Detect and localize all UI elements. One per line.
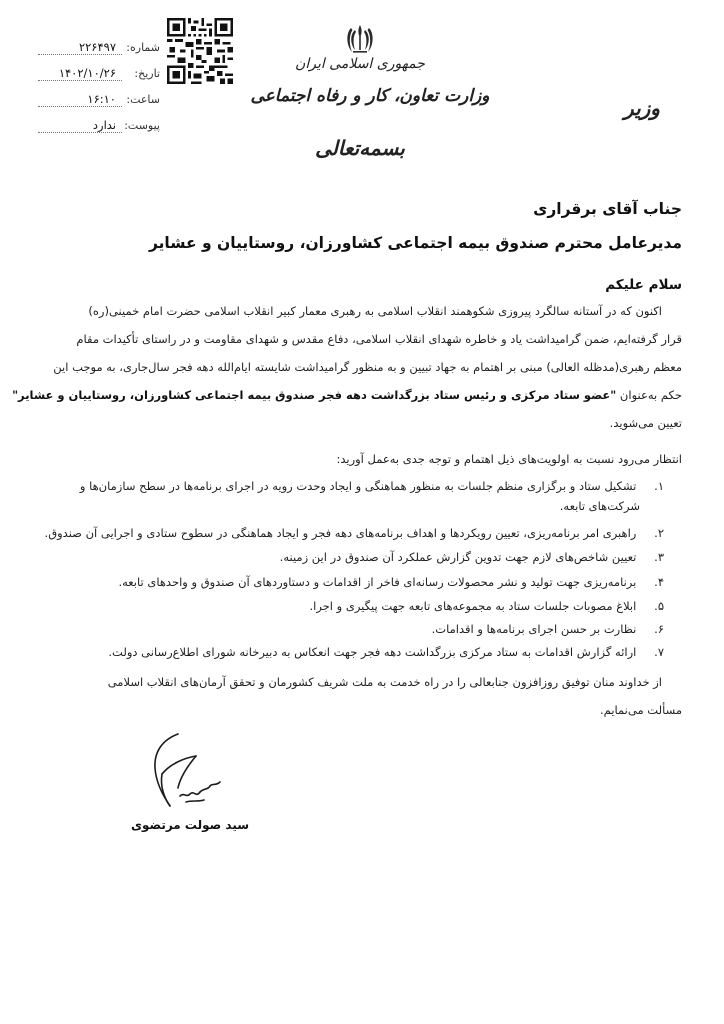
dotted-line (38, 106, 122, 107)
handwritten-signature (140, 728, 240, 818)
list-item-number: ۴. (654, 575, 664, 589)
letter-time-label: ساعت: (126, 93, 160, 106)
letter-date-row (38, 66, 160, 84)
ministry-heading: وزارت تعاون، کار و رفاه اجتماعی (250, 86, 490, 106)
letter-attachment-value: ندارد (92, 118, 116, 132)
list-item-number: ۳. (654, 550, 664, 564)
paragraph-line: قرار گرفته‌ایم، ضمن گرامیداشت یاد و خاطره شهدای انقلاب اسلامی، دفاع مقدس و شهدای مقاومت و در راستای تأکیدات مقام (76, 332, 682, 346)
qr-code (167, 18, 233, 84)
expectation-text: انتظار می‌رود نسبت به اولویت‌های ذیل اهتمام و توجه جدی به‌عمل آورید: (336, 452, 682, 466)
letter-date-label: تاریخ: (134, 67, 160, 80)
list-item-text: ابلاغ مصوبات جلسات ستاد به مجموعه‌های تابعه جهت پیگیری و اجرا. (309, 599, 637, 613)
list-item-continuation: شرکت‌های تابعه. (559, 499, 640, 513)
emblem-icon (343, 22, 377, 56)
closing-line: مسألت می‌نمایم. (600, 703, 682, 717)
paragraph-line: اکنون که در آستانه سالگرد پیروزی شکوهمند انقلاب اسلامی به رهبری معمار کبیر انقلاب اسلامی حضرت امام خمینی(ره) (88, 304, 662, 318)
list-item-text: راهبری امر برنامه‌ریزی، تعیین رویکردها و اهداف برنامه‌های دهه فجر و ایجاد هماهنگی در سطوح ستادی و اجرایی آن صندوق. (44, 526, 637, 540)
list-item-text: تعیین شاخص‌های لازم جهت تدوین گزارش عملکرد آن صندوق در این زمینه. (279, 550, 637, 564)
republic-heading: جمهوری اسلامی ایران (295, 56, 425, 72)
addressee-title: مدیرعامل محترم صندوق بیمه اجتماعی کشاورزان، روستاییان و عشایر (148, 234, 682, 252)
list-item (309, 599, 664, 613)
paragraph-line: معظم رهبری(مدظله العالی) مبنی بر اهتمام به جهاد تبیین و به منظور گرامیداشت شایسته ایام‌الله دهه فجر سال‌جاری، به موجب این (53, 360, 682, 374)
dotted-line (38, 54, 122, 55)
list-item (280, 550, 664, 564)
closing-line: از خداوند منان توفیق روزافزون جنابعالی را در راه خدمت به ملت شریف کشورمان و تحقق آرمان‌های انقلاب اسلامی (107, 675, 662, 689)
letter-attachment-label: پیوست: (124, 119, 160, 132)
letter-attachment-row (38, 118, 160, 136)
paragraph-line: تعیین می‌شوید. (609, 416, 682, 430)
addressee-name: جناب آقای برقراری (533, 200, 682, 218)
list-item (118, 575, 664, 589)
appointment-prefix: حکم به‌عنوان (616, 388, 682, 402)
list-item-number: ۷. (654, 645, 664, 659)
list-item-text: برنامه‌ریزی جهت تولید و نشر محصولات رسانه‌ای فاخر از اقدامات و دستاوردهای آن صندوق و واحدهای تابعه. (118, 575, 637, 589)
letter-time-row (38, 92, 160, 110)
bism-heading: بسمه‌تعالی (315, 136, 405, 160)
dotted-line (38, 132, 122, 133)
letter-time-value: ۱۶:۱۰ (87, 92, 116, 106)
letter-date-value: ۱۴۰۲/۱۰/۲۶ (58, 66, 116, 80)
list-item-number: ۵. (654, 599, 664, 613)
minister-heading: وزیر (624, 96, 660, 120)
list-item-text: تشکیل ستاد و برگزاری منظم جلسات به منظور هماهنگی و ایجاد وحدت رویه در اجرای برنامه‌ها در سطح سازمان‌ها و (79, 479, 637, 493)
list-item (80, 479, 664, 493)
list-item (45, 526, 664, 540)
list-item-text: نظارت بر حسن اجرای برنامه‌ها و اقدامات. (431, 622, 637, 636)
list-item (432, 622, 664, 636)
list-item-number: ۶. (654, 622, 664, 636)
list-item-text: ارائه گزارش اقدامات به ستاد مرکزی بزرگداشت دهه فجر جهت انعکاس به دبیرخانه شورای اطلاع‌رسانی دولت. (108, 645, 637, 659)
letter-number-label: شماره: (126, 41, 160, 54)
list-item-number: ۲. (654, 526, 664, 540)
list-item (108, 645, 664, 659)
list-item-number: ۱. (654, 479, 664, 493)
greeting: سلام علیکم (605, 277, 682, 293)
letter-number-value: ۲۲۶۴۹۷ (78, 40, 116, 54)
appointment-role: "عضو ستاد مرکزی و رئیس ستاد بزرگداشت دهه فجر صندوق بیمه اجتماعی کشاورزان، روستاییان و عشایر" (12, 388, 617, 402)
letter-number-row (38, 40, 160, 58)
signatory-name: سید صولت مرتضوی (130, 818, 250, 832)
appointment-line (12, 388, 682, 402)
dotted-line (38, 80, 122, 81)
